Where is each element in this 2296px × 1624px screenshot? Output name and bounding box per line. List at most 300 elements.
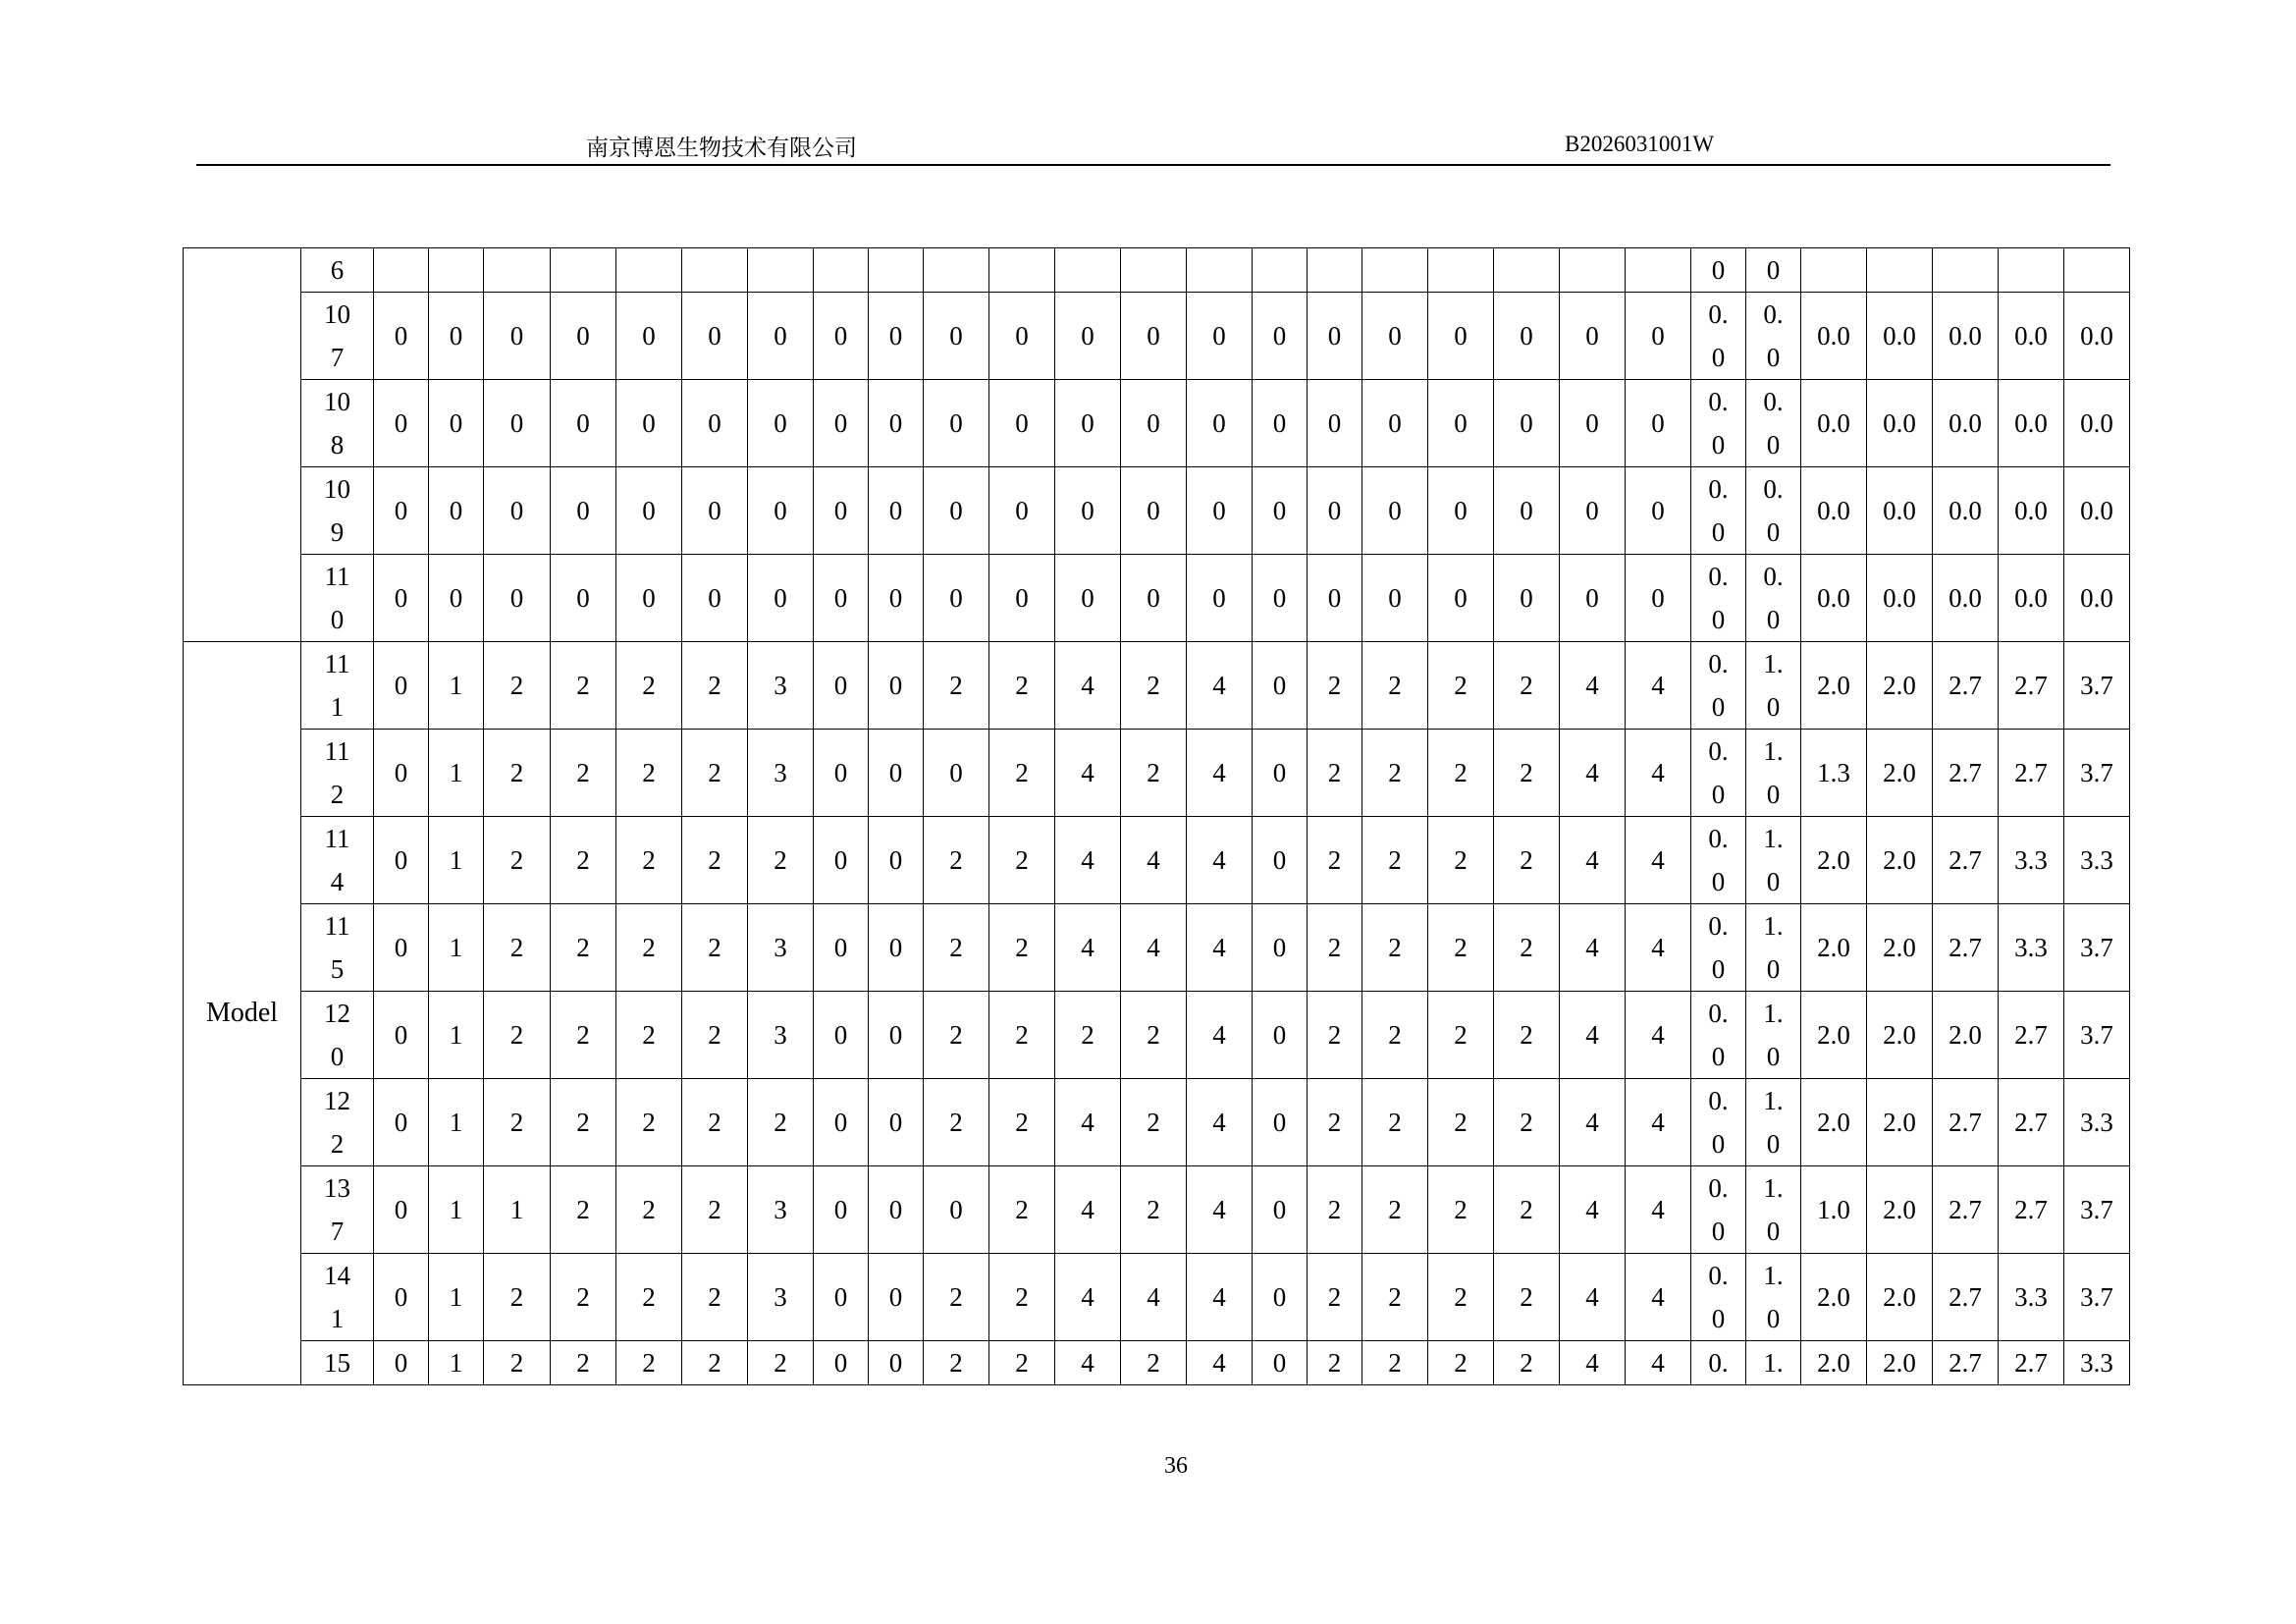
score-cell: 0: [1362, 467, 1428, 555]
score-cell: 0: [374, 467, 429, 555]
score-cell: 2: [1121, 642, 1187, 730]
table-row: [184, 555, 2130, 642]
score-cell: 0: [1121, 380, 1187, 467]
decimal-value-cell: 0. 0: [1691, 293, 1746, 380]
score-cell: 4: [1187, 904, 1253, 992]
score-cell: 0: [748, 555, 814, 642]
score-cell: 0: [814, 992, 869, 1079]
decimal-value-cell: 1. 0: [1746, 1254, 1801, 1341]
score-cell: 4: [1626, 642, 1691, 730]
score-cell: 4: [1187, 817, 1253, 904]
mean-value-cell: 2.7: [1933, 1254, 1999, 1341]
score-cell: [1362, 248, 1428, 293]
score-cell: 0: [374, 992, 429, 1079]
mean-value-cell: 2.0: [1801, 817, 1867, 904]
mean-value-cell: 3.3: [2064, 1079, 2130, 1166]
score-cell: 2: [1494, 904, 1560, 992]
score-cell: 2: [484, 817, 551, 904]
score-cell: 2: [1428, 642, 1494, 730]
score-cell: 2: [1362, 992, 1428, 1079]
score-cell: 0: [1428, 555, 1494, 642]
score-cell: 0: [1121, 467, 1187, 555]
score-cell: 0: [814, 1254, 869, 1341]
mean-value-cell: 3.3: [2064, 1341, 2130, 1385]
mean-value-cell: 3.7: [2064, 992, 2130, 1079]
score-cell: 0: [1253, 992, 1308, 1079]
score-cell: 0: [1308, 467, 1362, 555]
table-row: [184, 1079, 2130, 1166]
score-cell: 4: [1560, 1254, 1626, 1341]
score-cell: 0: [1055, 555, 1121, 642]
score-cell: 2: [1428, 1079, 1494, 1166]
score-cell: 2: [1121, 1341, 1187, 1385]
score-cell: 0: [484, 380, 551, 467]
score-cell: 0: [616, 380, 682, 467]
mean-value-cell: 2.0: [1801, 1341, 1867, 1385]
mean-value-cell: 2.7: [1933, 904, 1999, 992]
score-cell: 2: [551, 1341, 616, 1385]
animal-id-cell: 12 0: [301, 992, 374, 1079]
animal-id-cell: 10 9: [301, 467, 374, 555]
table-row: [184, 730, 2130, 817]
score-cell: 2: [682, 904, 748, 992]
mean-value-cell: 2.7: [1999, 1341, 2064, 1385]
decimal-value-cell: 0. 0: [1691, 642, 1746, 730]
mean-value-cell: 0.0: [1933, 380, 1999, 467]
mean-value-cell: 0.0: [1999, 555, 2064, 642]
score-cell: 0: [1494, 293, 1560, 380]
table-row: [184, 1254, 2130, 1341]
mean-value-cell: 2.0: [1801, 1079, 1867, 1166]
score-cell: 2: [1494, 1341, 1560, 1385]
mean-value-cell: 3.7: [2064, 904, 2130, 992]
score-cell: 2: [1428, 817, 1494, 904]
score-cell: 2: [1494, 1254, 1560, 1341]
score-cell: 2: [616, 1254, 682, 1341]
score-cell: 1: [429, 642, 484, 730]
score-cell: 4: [1055, 642, 1121, 730]
score-cell: 4: [1055, 904, 1121, 992]
score-cell: 0: [682, 380, 748, 467]
score-cell: 4: [1187, 1166, 1253, 1254]
decimal-value-cell: 0. 0: [1691, 380, 1746, 467]
mean-value-cell: 2.7: [1933, 642, 1999, 730]
score-cell: [1308, 248, 1362, 293]
score-cell: 2: [1308, 904, 1362, 992]
mean-value-cell: 1.0: [1801, 1166, 1867, 1254]
mean-value-cell: 2.0: [1867, 1341, 1933, 1385]
score-cell: [1121, 248, 1187, 293]
score-cell: 0: [682, 467, 748, 555]
score-cell: 4: [1626, 817, 1691, 904]
score-cell: 0: [1560, 555, 1626, 642]
score-cell: [1494, 248, 1560, 293]
mean-value-cell: 0.0: [2064, 380, 2130, 467]
score-cell: 0: [1626, 467, 1691, 555]
score-cell: 2: [1308, 1079, 1362, 1166]
decimal-value-cell: 1. 0: [1746, 642, 1801, 730]
score-cell: [1428, 248, 1494, 293]
score-cell: 0: [1055, 380, 1121, 467]
table-row: [184, 1166, 2130, 1254]
score-cell: 2: [551, 730, 616, 817]
mean-value-cell: 2.7: [1933, 730, 1999, 817]
score-cell: 0: [869, 642, 924, 730]
score-cell: 0: [1308, 293, 1362, 380]
table-row: [184, 642, 2130, 730]
score-cell: 0: [1253, 642, 1308, 730]
mean-value-cell: 2.0: [1867, 904, 1933, 992]
score-cell: 4: [1187, 1254, 1253, 1341]
score-cell: 0: [1187, 555, 1253, 642]
score-cell: 0: [1494, 467, 1560, 555]
mean-value-cell: 0.0: [1801, 380, 1867, 467]
score-cell: 2: [551, 1254, 616, 1341]
animal-id-cell: 10 7: [301, 293, 374, 380]
score-cell: 2: [1362, 642, 1428, 730]
score-cell: 0: [869, 730, 924, 817]
score-cell: 2: [924, 642, 989, 730]
score-cell: 0: [869, 467, 924, 555]
score-cell: 2: [551, 642, 616, 730]
score-cell: 0: [924, 467, 989, 555]
decimal-value-cell: 0. 0: [1691, 992, 1746, 1079]
table-row: [184, 248, 2130, 293]
mean-value-cell: [1999, 248, 2064, 293]
mean-value-cell: 2.0: [1867, 1254, 1933, 1341]
mean-value-cell: 2.7: [1933, 817, 1999, 904]
score-cell: 2: [1494, 730, 1560, 817]
score-cell: 2: [484, 1079, 551, 1166]
score-cell: 2: [682, 1341, 748, 1385]
score-cell: 0: [814, 642, 869, 730]
score-cell: 2: [748, 817, 814, 904]
score-cell: 3: [748, 1254, 814, 1341]
score-cell: 0: [814, 467, 869, 555]
score-cell: 2: [551, 817, 616, 904]
score-cell: 2: [1055, 992, 1121, 1079]
score-cell: 4: [1055, 1079, 1121, 1166]
score-cell: 2: [1308, 642, 1362, 730]
score-cell: 2: [1308, 817, 1362, 904]
score-cell: 0: [1560, 293, 1626, 380]
mean-value-cell: 0.0: [1801, 555, 1867, 642]
score-cell: 4: [1187, 1079, 1253, 1166]
score-cell: 2: [616, 1341, 682, 1385]
mean-value-cell: 0.0: [1999, 380, 2064, 467]
score-cell: [374, 248, 429, 293]
score-cell: 2: [1308, 730, 1362, 817]
score-cell: 0: [1626, 555, 1691, 642]
score-cell: 2: [682, 1079, 748, 1166]
score-cell: 4: [1626, 992, 1691, 1079]
score-cell: 0: [924, 1166, 989, 1254]
score-cell: 0: [1253, 1079, 1308, 1166]
score-cell: 2: [989, 1254, 1055, 1341]
score-cell: 2: [1308, 1341, 1362, 1385]
score-cell: 2: [1428, 1254, 1494, 1341]
score-cell: 2: [1494, 642, 1560, 730]
score-cell: 2: [989, 730, 1055, 817]
score-cell: 0: [1253, 1341, 1308, 1385]
mean-value-cell: 3.7: [2064, 1254, 2130, 1341]
score-cell: 2: [1428, 992, 1494, 1079]
mean-value-cell: 2.0: [1933, 992, 1999, 1079]
score-cell: 3: [748, 1166, 814, 1254]
score-cell: 0: [484, 293, 551, 380]
score-cell: 0: [1253, 293, 1308, 380]
mean-value-cell: 2.7: [1933, 1079, 1999, 1166]
score-cell: 2: [616, 642, 682, 730]
score-cell: 2: [616, 730, 682, 817]
score-cell: 4: [1187, 642, 1253, 730]
decimal-value-cell: 0. 0: [1691, 817, 1746, 904]
score-cell: 2: [484, 904, 551, 992]
score-cell: [1626, 248, 1691, 293]
score-cell: 0: [1187, 293, 1253, 380]
score-cell: 0: [814, 293, 869, 380]
score-cell: 1: [429, 1254, 484, 1341]
score-cell: 2: [1308, 992, 1362, 1079]
score-cell: 2: [682, 992, 748, 1079]
mean-value-cell: 3.7: [2064, 1166, 2130, 1254]
mean-value-cell: 2.0: [1867, 642, 1933, 730]
decimal-value-cell: 0. 0: [1691, 467, 1746, 555]
score-cell: 2: [1428, 1341, 1494, 1385]
score-cell: 2: [924, 992, 989, 1079]
score-cell: 2: [682, 642, 748, 730]
animal-id-cell: 14 1: [301, 1254, 374, 1341]
score-cell: 2: [682, 817, 748, 904]
score-cell: 0: [429, 293, 484, 380]
score-cell: 0: [682, 293, 748, 380]
mean-value-cell: [1867, 248, 1933, 293]
mean-value-cell: 0.0: [1867, 380, 1933, 467]
score-cell: 0: [1626, 380, 1691, 467]
score-cell: 4: [1626, 904, 1691, 992]
score-cell: 0: [551, 293, 616, 380]
score-cell: 3: [748, 992, 814, 1079]
table-row: [184, 1341, 2130, 1385]
mean-value-cell: 2.7: [1999, 1079, 2064, 1166]
table-row: [184, 467, 2130, 555]
score-cell: [869, 248, 924, 293]
mean-value-cell: [1801, 248, 1867, 293]
score-cell: 2: [989, 904, 1055, 992]
score-cell: 1: [484, 1166, 551, 1254]
decimal-value-cell: 0. 0: [1746, 380, 1801, 467]
decimal-value-cell: 0. 0: [1691, 730, 1746, 817]
score-cell: [682, 248, 748, 293]
score-cell: 4: [1560, 730, 1626, 817]
score-cell: 4: [1055, 1341, 1121, 1385]
score-cell: 0: [1560, 467, 1626, 555]
mean-value-cell: 2.0: [1867, 992, 1933, 1079]
score-cell: 3: [748, 642, 814, 730]
score-cell: 2: [551, 1079, 616, 1166]
mean-value-cell: 0.0: [1933, 467, 1999, 555]
decimal-value-cell: 1. 0: [1746, 1166, 1801, 1254]
score-cell: 0: [484, 467, 551, 555]
score-cell: 0: [616, 293, 682, 380]
score-cell: 0: [814, 817, 869, 904]
score-cell: 0: [1308, 380, 1362, 467]
score-cell: 0: [682, 555, 748, 642]
header-report-code: B2026031001W: [1565, 132, 1715, 156]
score-cell: 0: [924, 555, 989, 642]
score-cell: 0: [748, 467, 814, 555]
score-cell: 4: [1560, 1341, 1626, 1385]
decimal-value-cell: 1.: [1746, 1341, 1801, 1385]
score-cell: 0: [1253, 555, 1308, 642]
score-cell: 4: [1560, 992, 1626, 1079]
score-cell: 2: [682, 1166, 748, 1254]
score-cell: 0: [869, 1079, 924, 1166]
score-cell: 2: [616, 904, 682, 992]
decimal-value-cell: 0. 0: [1691, 904, 1746, 992]
decimal-value-cell: 0. 0: [1746, 555, 1801, 642]
score-cell: 0: [429, 555, 484, 642]
decimal-value-cell: 0: [1691, 248, 1746, 293]
mean-value-cell: 2.0: [1867, 817, 1933, 904]
mean-value-cell: 2.0: [1867, 730, 1933, 817]
score-cell: 2: [1494, 817, 1560, 904]
mean-value-cell: 2.0: [1867, 1166, 1933, 1254]
animal-id-cell: 13 7: [301, 1166, 374, 1254]
score-cell: 0: [1253, 904, 1308, 992]
score-cell: 0: [616, 555, 682, 642]
score-cell: 2: [1494, 992, 1560, 1079]
score-cell: 0: [551, 380, 616, 467]
score-cell: 2: [924, 817, 989, 904]
score-cell: [1560, 248, 1626, 293]
score-cell: 1: [429, 1079, 484, 1166]
score-cell: 0: [869, 293, 924, 380]
score-cell: [616, 248, 682, 293]
animal-id-cell: 11 1: [301, 642, 374, 730]
score-cell: 0: [1055, 467, 1121, 555]
score-cell: 0: [484, 555, 551, 642]
score-cell: 2: [484, 1254, 551, 1341]
score-cell: 2: [1121, 992, 1187, 1079]
group-label: [184, 248, 301, 642]
score-cell: 0: [374, 380, 429, 467]
score-cell: 4: [1121, 904, 1187, 992]
score-cell: 0: [869, 992, 924, 1079]
score-cell: 2: [616, 1079, 682, 1166]
score-cell: 4: [1187, 730, 1253, 817]
mean-value-cell: 2.7: [1933, 1166, 1999, 1254]
decimal-value-cell: 1. 0: [1746, 992, 1801, 1079]
score-cell: 0: [814, 730, 869, 817]
score-cell: 2: [616, 1166, 682, 1254]
score-cell: 4: [1626, 730, 1691, 817]
score-cell: 0: [1626, 293, 1691, 380]
score-cell: 2: [484, 1341, 551, 1385]
decimal-value-cell: 0. 0: [1691, 1166, 1746, 1254]
animal-id-cell: 11 2: [301, 730, 374, 817]
mean-value-cell: 0.0: [2064, 293, 2130, 380]
group-label: Model: [184, 642, 301, 1385]
table-row: [184, 817, 2130, 904]
score-cell: 0: [374, 904, 429, 992]
mean-value-cell: 0.0: [2064, 467, 2130, 555]
score-cell: 0: [924, 380, 989, 467]
score-cell: 0: [374, 1341, 429, 1385]
score-cell: 0: [1121, 293, 1187, 380]
score-cell: 0: [814, 1341, 869, 1385]
mean-value-cell: 2.0: [1801, 904, 1867, 992]
score-cell: 0: [1428, 467, 1494, 555]
score-cell: 4: [1560, 817, 1626, 904]
score-cell: 1: [429, 1166, 484, 1254]
score-cell: 2: [616, 817, 682, 904]
mean-value-cell: 3.7: [2064, 642, 2130, 730]
score-cell: 0: [1253, 380, 1308, 467]
mean-value-cell: 0.0: [1933, 293, 1999, 380]
score-cell: 2: [1362, 730, 1428, 817]
decimal-value-cell: 1. 0: [1746, 1079, 1801, 1166]
score-cell: 2: [551, 1166, 616, 1254]
score-cell: [924, 248, 989, 293]
score-cell: 0: [869, 555, 924, 642]
score-cell: 4: [1560, 642, 1626, 730]
mean-value-cell: 2.0: [1801, 1254, 1867, 1341]
score-cell: 2: [989, 992, 1055, 1079]
score-cell: 2: [989, 1079, 1055, 1166]
animal-id-cell: 12 2: [301, 1079, 374, 1166]
score-cell: 0: [869, 1341, 924, 1385]
score-cell: 0: [748, 293, 814, 380]
score-cell: 2: [924, 904, 989, 992]
decimal-value-cell: 0. 0: [1691, 1079, 1746, 1166]
animal-id-cell: 11 4: [301, 817, 374, 904]
header-company-name: 南京博恩生物技术有限公司: [586, 135, 857, 161]
score-cell: 0: [374, 293, 429, 380]
score-cell: 0: [1253, 1166, 1308, 1254]
score-cell: 0: [1055, 293, 1121, 380]
mean-value-cell: 3.3: [1999, 1254, 2064, 1341]
score-cell: 4: [1187, 992, 1253, 1079]
score-cell: 0: [1253, 1254, 1308, 1341]
score-cell: 2: [1362, 817, 1428, 904]
mean-value-cell: 0.0: [1867, 467, 1933, 555]
page-number: 36: [1164, 1453, 1188, 1479]
mean-value-cell: 2.0: [1801, 992, 1867, 1079]
decimal-value-cell: 0. 0: [1746, 293, 1801, 380]
animal-id-cell: 10 8: [301, 380, 374, 467]
score-cell: 2: [484, 992, 551, 1079]
mean-value-cell: 3.3: [1999, 904, 2064, 992]
score-cell: 2: [1428, 1166, 1494, 1254]
mean-value-cell: [2064, 248, 2130, 293]
score-cell: 0: [1560, 380, 1626, 467]
score-cell: 4: [1121, 1254, 1187, 1341]
score-cell: 1: [429, 730, 484, 817]
score-cell: 2: [924, 1079, 989, 1166]
score-cell: 0: [924, 293, 989, 380]
mean-value-cell: 2.7: [1999, 992, 2064, 1079]
score-cell: 0: [989, 555, 1055, 642]
score-cell: 0: [989, 467, 1055, 555]
score-cell: 0: [748, 380, 814, 467]
score-cell: 4: [1055, 1254, 1121, 1341]
score-cell: 0: [551, 555, 616, 642]
score-cell: 2: [1308, 1166, 1362, 1254]
score-cell: 1: [429, 817, 484, 904]
score-cell: 2: [1494, 1166, 1560, 1254]
mean-value-cell: 3.3: [2064, 817, 2130, 904]
